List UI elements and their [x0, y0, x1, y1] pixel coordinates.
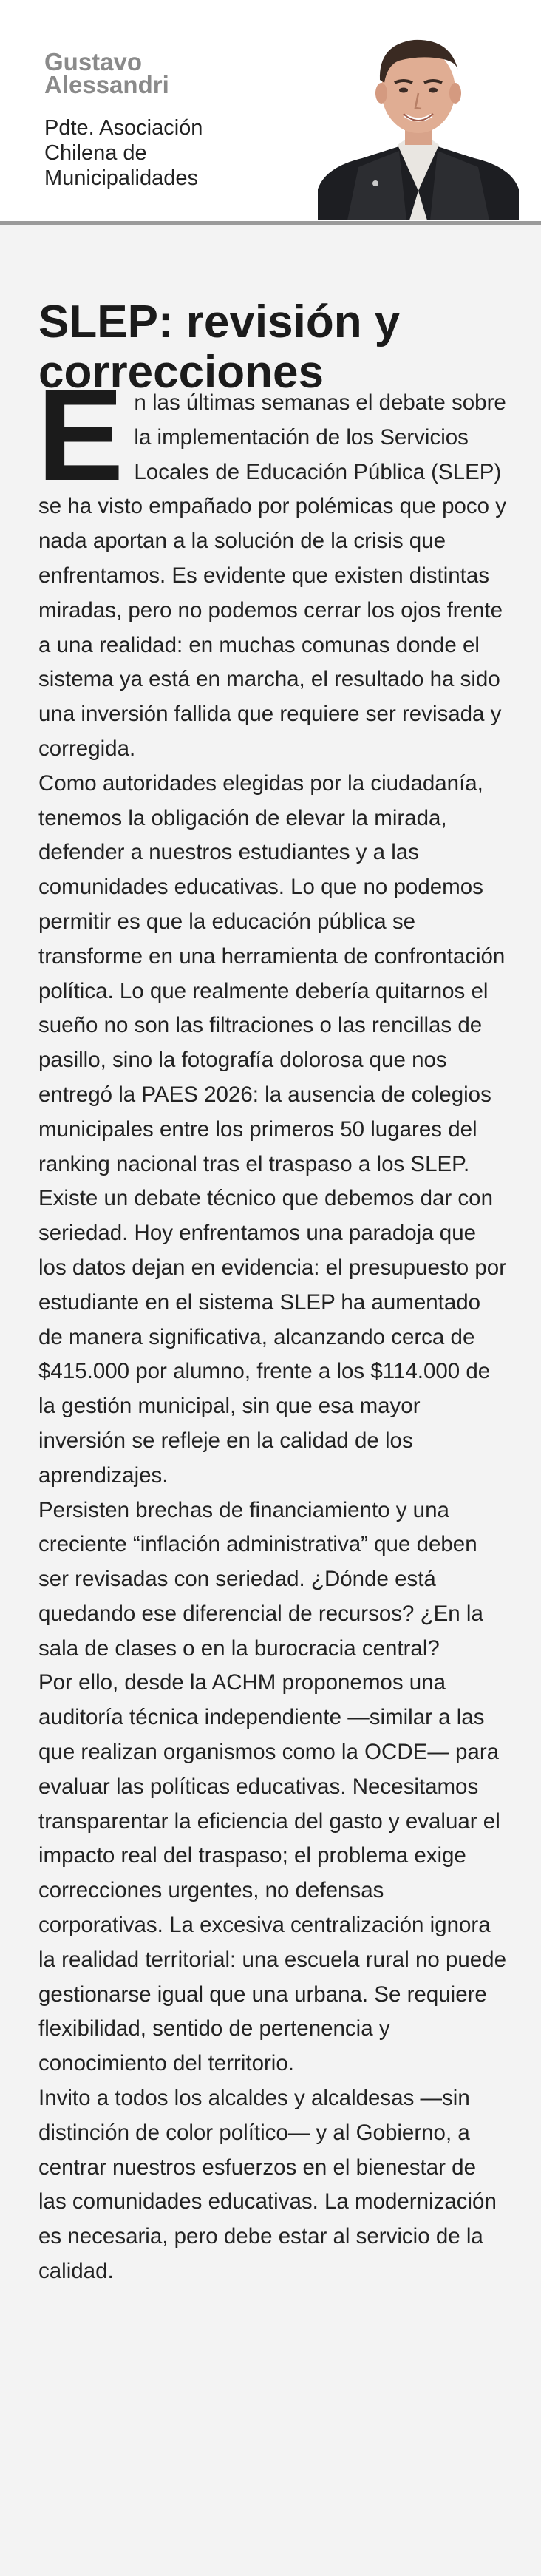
- author-header: [0, 0, 541, 222]
- author-photo: [318, 19, 519, 220]
- author-name: [44, 50, 325, 96]
- article-paragraph: Persisten brechas de financiamiento y una creciente “inflación administrativa” que deben ser revisadas con seriedad. ¿Dónde está quedando ese diferencial de recursos? ¿En la sala de clases o en la burocracia central?: [38, 1497, 483, 1661]
- author-role-line: Chilena de: [44, 141, 147, 165]
- author-role-line: Municipalidades: [44, 166, 198, 190]
- article-paragraph: Por ello, desde la ACHM proponemos una auditoría técnica independiente —similar a las que realizan organismos como la OCDE— para evaluar las políticas educativas. Necesitamos transparentar la eficiencia del gasto y evaluar el impacto real del traspaso; el problema exige correcciones urgentes, no defensas corporativas. La excesiva centralización ignora la realidad territorial: una escuela rural no puede gestionarse igual que una urbana. Se requiere flexibilidad, sentido de pertenencia y conocimiento del territorio.: [38, 1670, 506, 2076]
- article-panel: [0, 225, 541, 2576]
- author-first-name: Gustavo: [44, 48, 143, 75]
- article-title-line: correcciones: [38, 346, 324, 398]
- author-last-name: Alessandri: [44, 71, 169, 98]
- article-title-line: SLEP: revisión y: [38, 296, 401, 348]
- article-paragraph: Como autoridades elegidas por la ciudadanía, tenemos la obligación de elevar la mirada, defender a nuestros estudiantes y a las comunidades educativas. Lo que no podemos permitir es que la educación pública se transforme en una herramienta de confrontación política. Lo que realmente debería quitarnos el sueño no son las filtraciones o las rencillas de pasillo, sino la fotografía dolorosa que nos entregó la PAES 2026: la ausencia de colegios municipales entre los primeros 50 lugares del ranking nacional tras el traspaso a los SLEP.: [38, 770, 506, 1176]
- author-role-line: Pdte. Asociación: [44, 116, 203, 140]
- article-body: [37, 363, 509, 2289]
- drop-cap: E: [37, 363, 124, 508]
- article-paragraph: Existe un debate técnico que debemos dar con seriedad. Hoy enfrentamos una paradoja que los datos dejan en evidencia: el presupuesto por estudiante en el sistema SLEP ha aumentado de manera significativa, alcanzando cerca de $415.000 por alumno, frente a los $114.000 de la gestión municipal, sin que esa mayor inversión se refleje en la calidad de los aprendizajes.: [38, 1186, 507, 1488]
- article-paragraph: Invito a todos los alcaldes y alcaldesas —sin distinción de color político— y al Gobierno, a centrar nuestros esfuerzos en el bienestar de las comunidades educativas. La modernización es necesaria, pero debe estar al servicio de la calidad.: [38, 2086, 497, 2284]
- article-paragraph: n las últimas semanas el debate sobre la implementación de los Servicios Locales de Educación Pública (SLEP) se ha visto empañado por polémicas que poco y nada aportan a la solución de la crisis que enfrentamos. Es evidente que existen distintas miradas, pero no podemos cerrar los ojos frente a una realidad: en muchas comunas donde el sistema ya está en marcha, el resultado ha sido una inversión fallida que requiere ser revisada y corregida.: [38, 390, 506, 761]
- author-role: [44, 115, 318, 191]
